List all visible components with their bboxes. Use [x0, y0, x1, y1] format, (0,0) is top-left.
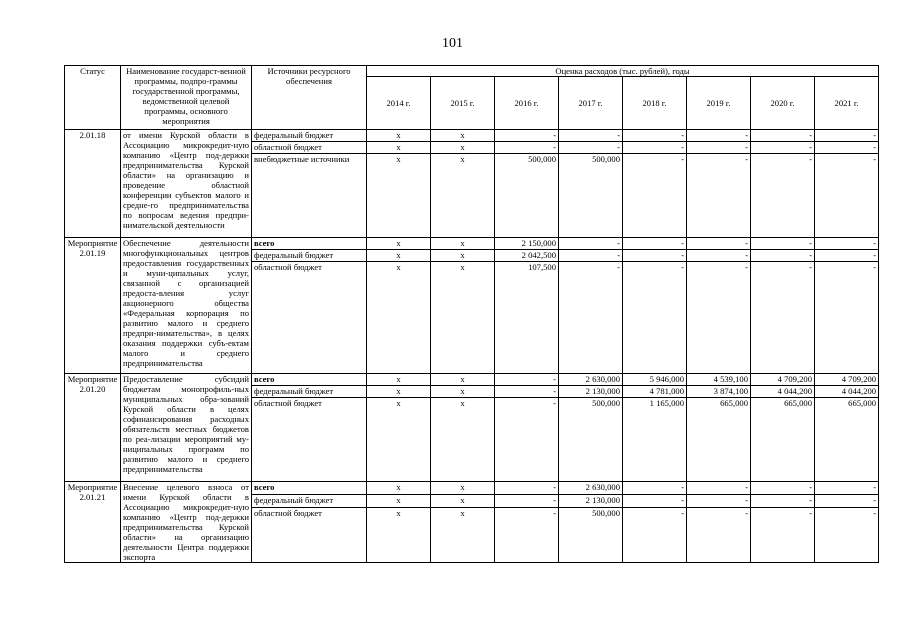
source-cell: областной бюджет: [252, 262, 367, 374]
table-row: [65, 130, 879, 142]
header-year: 2017 г.: [559, 77, 623, 130]
value-cell: 2 150,000: [495, 238, 559, 250]
value-cell: 4 044,200: [751, 386, 815, 398]
table-row: [65, 374, 879, 386]
value-cell: -: [815, 142, 879, 154]
value-cell: -: [751, 142, 815, 154]
value-cell: -: [495, 142, 559, 154]
table-row: [65, 238, 879, 250]
source-cell: областной бюджет: [252, 142, 367, 154]
value-cell: 4 539,100: [687, 374, 751, 386]
value-cell: 4 781,000: [623, 386, 687, 398]
status-cell: Мероприятие 2.01.19: [65, 238, 121, 374]
value-cell: 2 630,000: [559, 374, 623, 386]
value-cell: x: [431, 482, 495, 495]
value-cell: x: [367, 262, 431, 374]
header-year: 2021 г.: [815, 77, 879, 130]
value-cell: x: [431, 374, 495, 386]
value-cell: -: [495, 130, 559, 142]
value-cell: -: [687, 142, 751, 154]
value-cell: -: [495, 374, 559, 386]
value-cell: -: [751, 508, 815, 563]
value-cell: 665,000: [815, 398, 879, 482]
value-cell: -: [751, 154, 815, 238]
value-cell: x: [367, 238, 431, 250]
value-cell: 2 042,500: [495, 250, 559, 262]
value-cell: x: [367, 142, 431, 154]
value-cell: -: [687, 238, 751, 250]
value-cell: -: [687, 262, 751, 374]
value-cell: 4 044,200: [815, 386, 879, 398]
value-cell: 4 709,200: [815, 374, 879, 386]
source-cell: федеральный бюджет: [252, 250, 367, 262]
status-cell: Мероприятие 2.01.21: [65, 482, 121, 563]
source-cell: федеральный бюджет: [252, 495, 367, 508]
value-cell: -: [815, 154, 879, 238]
value-cell: -: [495, 482, 559, 495]
source-cell: внебюджетные источники: [252, 154, 367, 238]
source-cell: федеральный бюджет: [252, 386, 367, 398]
measure-name-cell: Обеспечение деятельности многофункциональных центров предоставления государственных и муни-ципальных услуг, связанной с организацией предоста-вления услуг акционерного общества «Федеральная корпорация по развитию малого и среднего предпри-нимательства», в целях оказания поддержки субъ-ектам малого и среднего предпринимательства: [121, 238, 252, 374]
value-cell: -: [687, 495, 751, 508]
value-cell: x: [431, 495, 495, 508]
value-cell: -: [623, 238, 687, 250]
value-cell: -: [751, 238, 815, 250]
value-cell: -: [815, 250, 879, 262]
value-cell: -: [623, 508, 687, 563]
value-cell: x: [367, 154, 431, 238]
source-cell: областной бюджет: [252, 508, 367, 563]
header-year: 2015 г.: [431, 77, 495, 130]
value-cell: -: [815, 238, 879, 250]
value-cell: -: [751, 495, 815, 508]
value-cell: -: [751, 262, 815, 374]
value-cell: 5 946,000: [623, 374, 687, 386]
value-cell: -: [623, 495, 687, 508]
header-sources: Источники ресурсного обеспечения: [252, 66, 367, 130]
value-cell: x: [431, 130, 495, 142]
value-cell: x: [367, 398, 431, 482]
measure-name-cell: от имени Курской области в Ассоциацию микрокредит-ную компанию «Центр под-держки предпринимательства Курской области» на организацию и проведение областной конференции субъектов малого и средне-го предпринимательства по вопросам ведения предпри-нимательской деятельности: [121, 130, 252, 238]
status-cell: Мероприятие 2.01.20: [65, 374, 121, 482]
table-row: [65, 482, 879, 495]
value-cell: x: [367, 250, 431, 262]
value-cell: x: [431, 508, 495, 563]
value-cell: -: [623, 250, 687, 262]
value-cell: 500,000: [559, 154, 623, 238]
value-cell: -: [815, 482, 879, 495]
value-cell: -: [559, 250, 623, 262]
header-year: 2019 г.: [687, 77, 751, 130]
value-cell: -: [815, 508, 879, 563]
value-cell: -: [815, 130, 879, 142]
value-cell: -: [815, 262, 879, 374]
source-cell: всего: [252, 238, 367, 250]
value-cell: -: [495, 495, 559, 508]
measure-name-cell: Предоставление субсидий бюджетам монопрофиль-ных муниципальных обра-зований Курской области в целях софинансирования расходных обязательств местных бюджетов по реа-лизации мероприятий му-ниципальных программ по развитию малого и среднего предпринимательства: [121, 374, 252, 482]
value-cell: -: [815, 495, 879, 508]
value-cell: x: [367, 482, 431, 495]
value-cell: -: [687, 508, 751, 563]
value-cell: x: [431, 398, 495, 482]
value-cell: -: [623, 142, 687, 154]
value-cell: 4 709,200: [751, 374, 815, 386]
value-cell: 107,500: [495, 262, 559, 374]
value-cell: -: [559, 238, 623, 250]
value-cell: -: [751, 250, 815, 262]
value-cell: -: [559, 130, 623, 142]
value-cell: -: [687, 250, 751, 262]
value-cell: 500,000: [559, 398, 623, 482]
value-cell: 500,000: [559, 508, 623, 563]
value-cell: x: [367, 495, 431, 508]
value-cell: x: [367, 374, 431, 386]
measure-name-cell: Внесение целевого взноса от имени Курской области в Ассоциацию микрокредит-ную компанию «Центр под-держки предпринимательства Курской области» на организацию деятельности Центра поддержки экспорта: [121, 482, 252, 563]
value-cell: -: [687, 482, 751, 495]
value-cell: -: [687, 130, 751, 142]
page-number: 101: [442, 36, 463, 51]
value-cell: 2 130,000: [559, 495, 623, 508]
value-cell: 500,000: [495, 154, 559, 238]
status-cell: 2.01.18: [65, 130, 121, 238]
header-status: Статус: [65, 66, 121, 130]
table-header: [65, 66, 879, 130]
value-cell: x: [431, 386, 495, 398]
value-cell: x: [367, 508, 431, 563]
value-cell: -: [559, 262, 623, 374]
value-cell: -: [751, 130, 815, 142]
header-year: 2020 г.: [751, 77, 815, 130]
expenditure-table: [64, 65, 879, 563]
source-cell: всего: [252, 374, 367, 386]
value-cell: -: [687, 154, 751, 238]
header-year: 2016 г.: [495, 77, 559, 130]
source-cell: областной бюджет: [252, 398, 367, 482]
value-cell: 665,000: [751, 398, 815, 482]
header-year: 2014 г.: [367, 77, 431, 130]
value-cell: x: [431, 250, 495, 262]
value-cell: 1 165,000: [623, 398, 687, 482]
value-cell: -: [751, 482, 815, 495]
value-cell: x: [431, 262, 495, 374]
value-cell: -: [623, 262, 687, 374]
value-cell: -: [495, 386, 559, 398]
source-cell: федеральный бюджет: [252, 130, 367, 142]
value-cell: 3 874,100: [687, 386, 751, 398]
value-cell: -: [559, 142, 623, 154]
header-year: 2018 г.: [623, 77, 687, 130]
value-cell: 2 630,000: [559, 482, 623, 495]
value-cell: 665,000: [687, 398, 751, 482]
value-cell: -: [623, 482, 687, 495]
source-cell: всего: [252, 482, 367, 495]
header-estimate: Оценка расходов (тыс. рублей), годы: [367, 66, 879, 77]
value-cell: x: [367, 386, 431, 398]
header-name: Наименование государст-венной программы, подпро-граммы государственной программы, ведомственной целевой программы, основного мероприятия: [121, 66, 252, 130]
value-cell: x: [431, 142, 495, 154]
value-cell: -: [623, 130, 687, 142]
value-cell: -: [495, 508, 559, 563]
value-cell: x: [367, 130, 431, 142]
value-cell: x: [431, 154, 495, 238]
value-cell: -: [495, 398, 559, 482]
value-cell: -: [623, 154, 687, 238]
value-cell: 2 130,000: [559, 386, 623, 398]
value-cell: x: [431, 238, 495, 250]
table-body: [65, 130, 879, 563]
